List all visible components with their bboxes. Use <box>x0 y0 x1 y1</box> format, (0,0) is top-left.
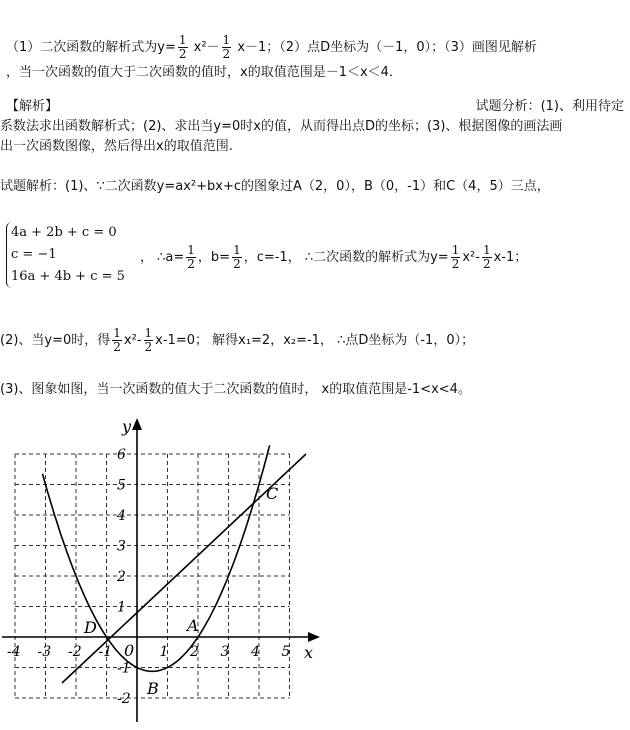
equation-1: 4a + 2b + c = 0 <box>11 225 117 240</box>
solution-part-2: (2)、当y=0时，得 $\frac{1}{2}$ x²- $\frac{1}{2}$ x-1=0； 解得x₁=2，x₂=-1， ∴点D坐标为（-1，0）； <box>0 326 475 354</box>
point-label-d: D <box>84 618 97 637</box>
equation-2: c = −1 <box>11 247 57 262</box>
origin-label: 0 <box>124 641 135 660</box>
fraction-half: $\frac{1}{2}$ <box>451 243 460 271</box>
fraction-half: $\frac{1}{2}$ <box>178 33 187 61</box>
y-tick-label: -2 <box>117 691 131 707</box>
x-tick-label: -1 <box>98 644 113 660</box>
point-label-c: C <box>266 484 279 503</box>
fraction-half: $\frac{1}{2}$ <box>187 243 195 271</box>
graph-grid <box>15 454 290 698</box>
x-tick-label: 1 <box>159 644 169 660</box>
solution-intro: 试题解析：(1)、∵二次函数y=ax²+bx+c的图象过A（2，0），B（0，-1）和C（4，5）三点， <box>0 179 550 194</box>
x-axis-label: x <box>304 643 314 662</box>
analysis-intro: 试题分析：(1)、利用待定 <box>475 99 624 114</box>
x-tick-label: 3 <box>220 644 230 660</box>
fraction-half: $\frac{1}{2}$ <box>113 326 121 354</box>
x-tick-label: -3 <box>37 644 52 660</box>
y-axis <box>132 418 142 722</box>
solution-result: ， ∴a= $\frac{1}{2}$ ，b= $\frac{1}{2}$ ，c=-1， ∴二次函数的解析式为y= $\frac{1}{2}$ x²- $\frac{1}{2}$ x-1； <box>140 243 528 271</box>
x-tick-label: -4 <box>7 644 21 660</box>
x-tick-label: 2 <box>190 644 199 660</box>
y-tick-label: 4 <box>117 508 126 524</box>
answer-line-2: ，当一次函数的值大于二次函数的值时，x的取值范围是－1＜x＜4． <box>6 65 402 80</box>
answer-text-a: （1）二次函数的解析式为y= <box>6 40 176 55</box>
analysis-line-3: 出一次函数图像，然后得出x的取值范围. <box>0 139 233 154</box>
point-label-a: A <box>187 616 199 635</box>
analysis-line-2: 系数法求出函数解析式；(2)、求出当y=0时x的值，从而得出点D的坐标；(3)、根据图像的画法画 <box>0 119 563 134</box>
point-label-b: B <box>147 679 159 698</box>
solution-part-3: (3)、图象如图，当一次函数的值大于二次函数的值时， x的取值范围是-1<x<4。 <box>0 382 471 397</box>
y-tick-label: -1 <box>117 660 131 677</box>
x-tick-label: -2 <box>68 644 82 660</box>
answer-text-c: x－1；（2）点D坐标为（－1，0）；（3）画图见解析 <box>237 40 537 55</box>
answer-text-b: x²－ <box>193 40 220 55</box>
equation-3: 16a + 4b + c = 5 <box>11 269 125 284</box>
y-tick-label: 2 <box>117 569 126 585</box>
y-tick-label: 1 <box>117 599 126 616</box>
fraction-half: $\frac{1}{2}$ <box>222 33 231 61</box>
y-axis-label: y <box>122 417 132 436</box>
x-tick-label: 5 <box>281 644 291 660</box>
analysis-heading: 【解析】 <box>6 99 59 114</box>
y-tick-label: 6 <box>117 447 126 463</box>
fraction-half: $\frac{1}{2}$ <box>144 326 153 354</box>
x-axis <box>2 632 320 642</box>
fraction-half: $\frac{1}{2}$ <box>233 243 241 271</box>
fraction-half: $\frac{1}{2}$ <box>482 243 491 271</box>
x-tick-label: 4 <box>251 644 260 660</box>
y-tick-label: 3 <box>117 538 126 555</box>
y-tick-label: 5 <box>117 477 126 494</box>
